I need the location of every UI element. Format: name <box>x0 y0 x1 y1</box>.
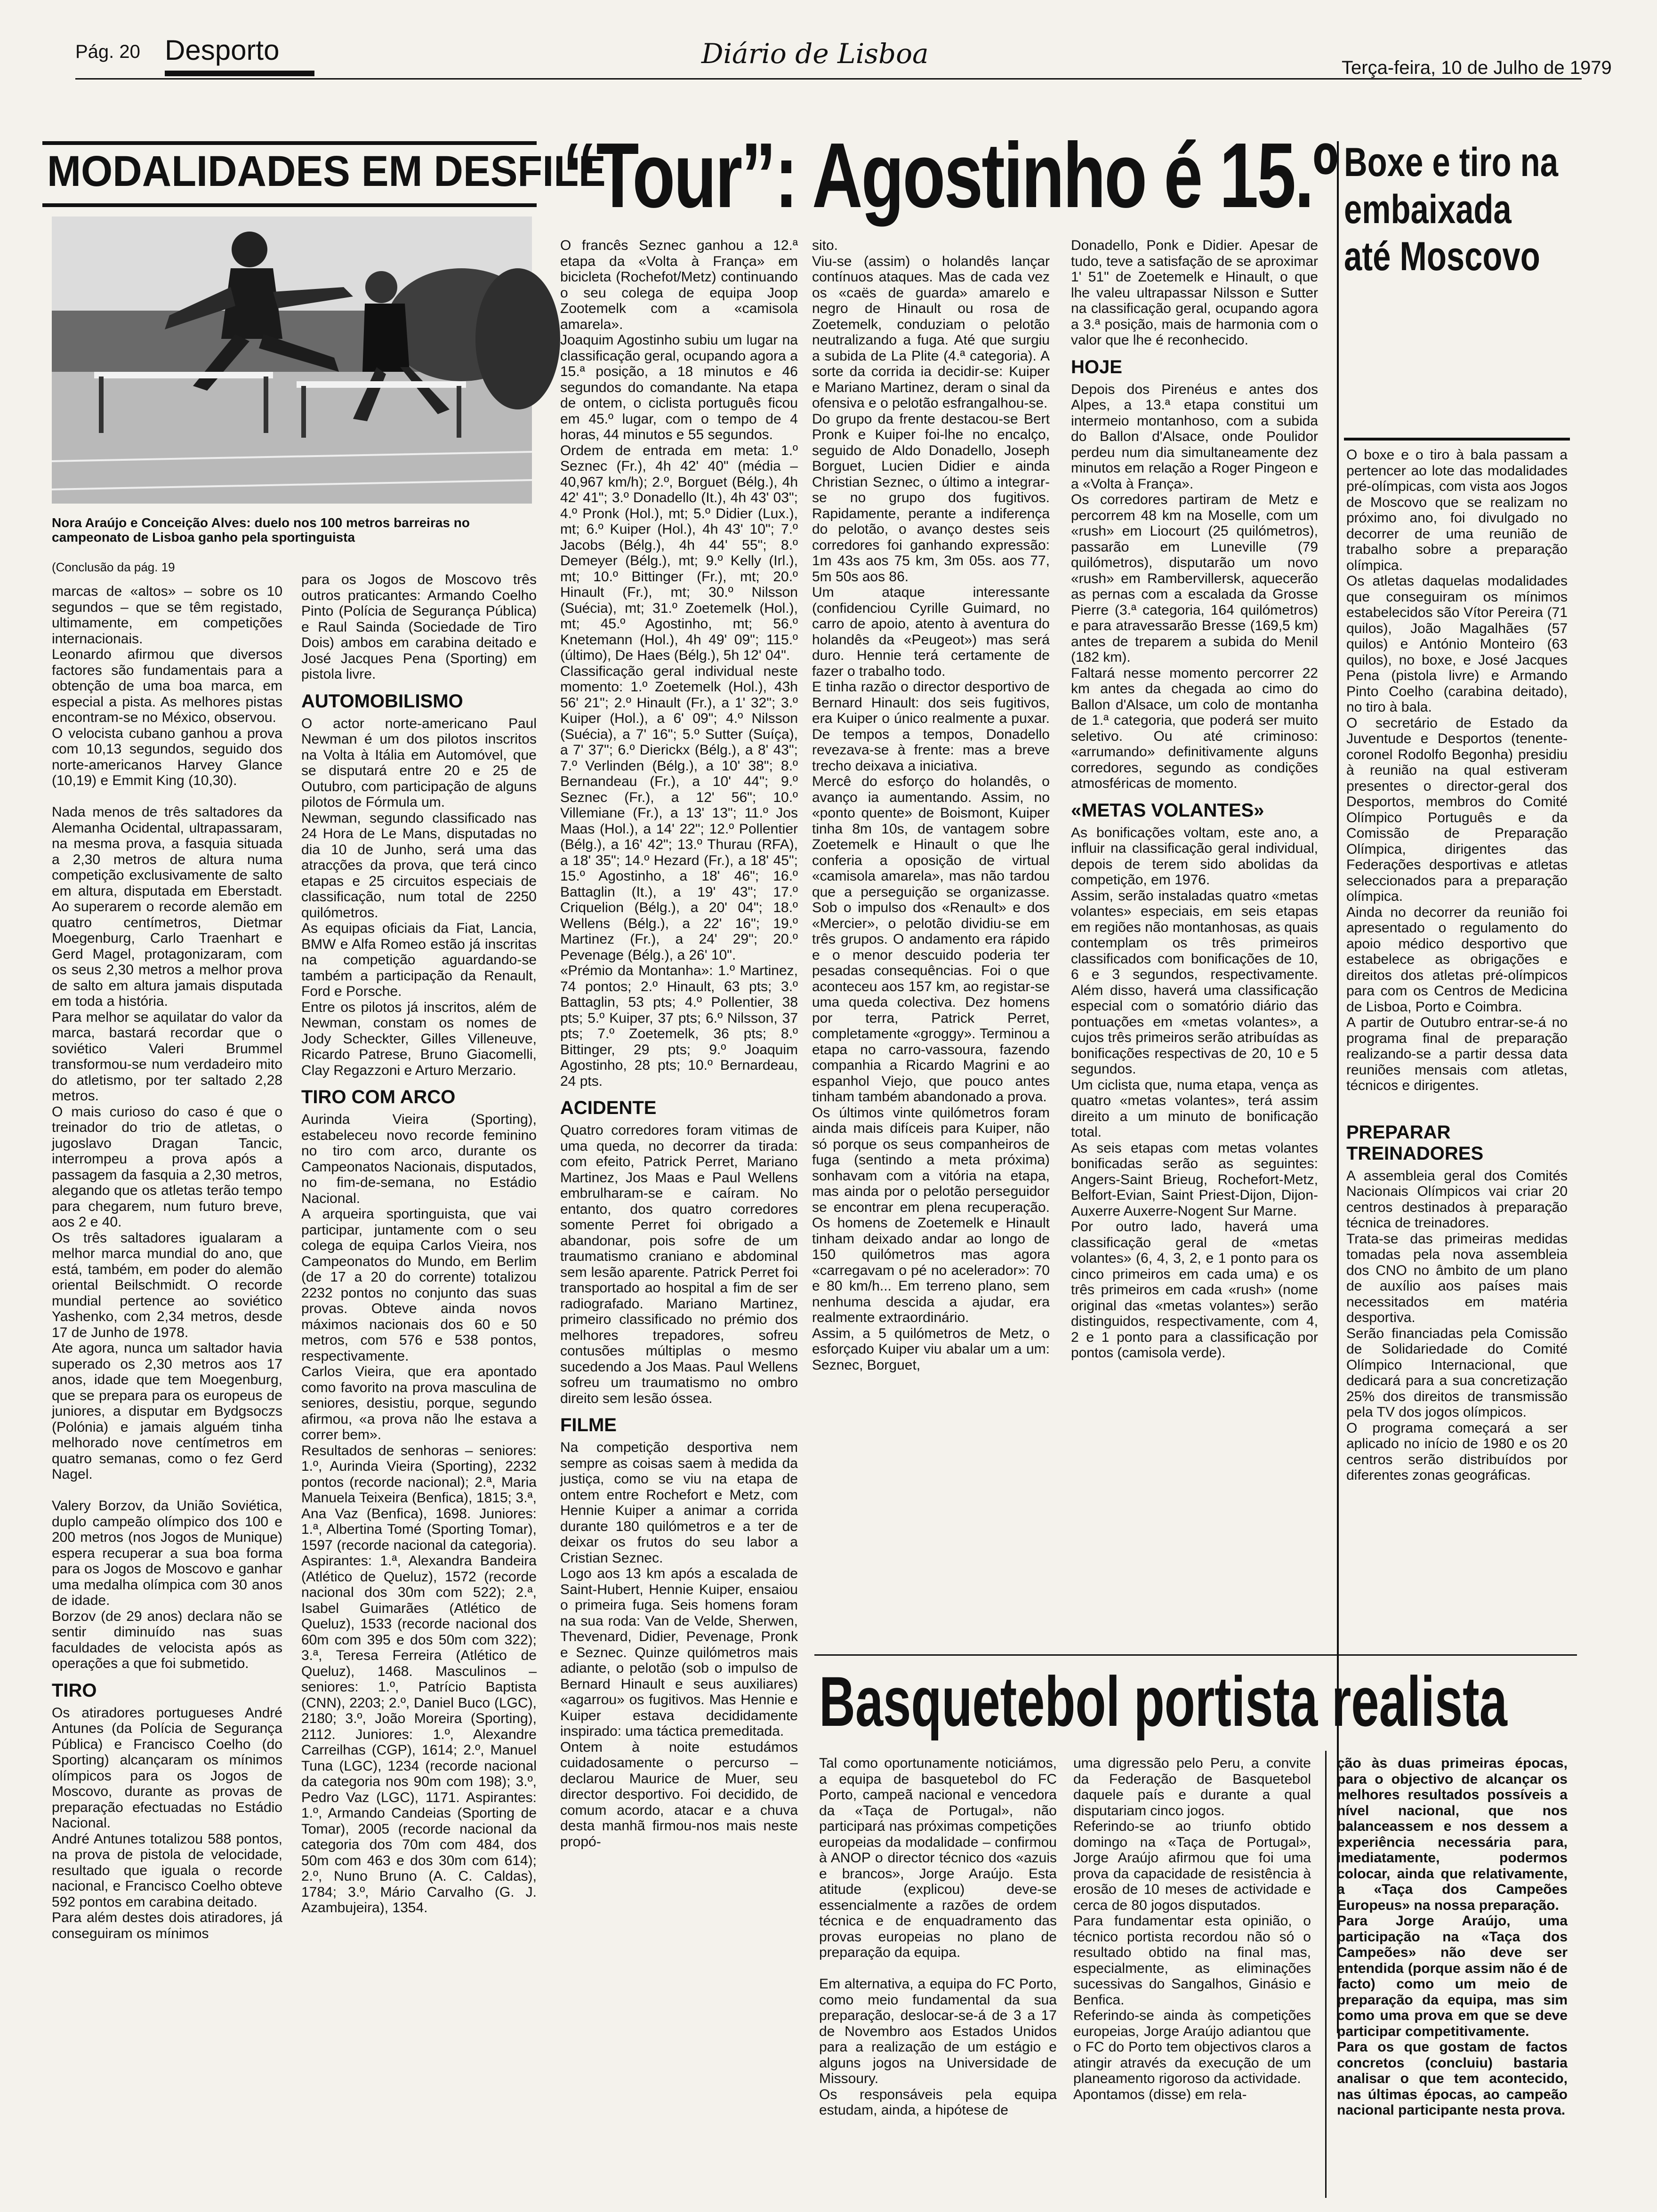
photo-caption: Nora Araújo e Conceição Alves: duelo nos 100 metros barreiras no campeonato de Lisboa ganho pela sportinguista <box>52 515 470 545</box>
basket-top-rule <box>814 1654 1577 1656</box>
hurdles-photo <box>52 216 532 504</box>
modalidades-col2b-text: O actor norte-americano Paul Newman é um dos pilotos inscritos na Volta à Itália em Automóvel, que se disputará entre 20 e 25 de Outubro, com participação de alguns pilotos de Fórmula um. Newman, segundo classificado nas 24 Hora de Le Mans, disputadas no dia 10 de Junho, será uma das atracções da prova, que terá cinco etapas e 25 circuitos especiais de classificação, num total de 2250 quilómetros. As equipas oficiais da Fiat, Lancia, BMW e Alfa Romeo estão já inscritas na competição aguardando-se também a participação da Renault, Ford e Porsche. Entre os pilotos já inscritos, além de Newman, constam os nomes de Jody Scheckter, Gilles Villeneuve, Ricardo Patrese, Bruno Giacomelli, Clay Regazzoni e Arturo Merzario. <box>301 715 537 1078</box>
boxe-body2: A assembleia geral dos Comités Nacionais Olímpicos vai criar 20 centros destinados à preparação técnica de treinadores. Trata-se das primeiras medidas tomadas pela nova assembleia dos CNO no âmbito de um plano de auxílio aos países mais necessitados em matéria desportiva. Serão financiadas pela Comissão de Solidariedade do Comité Olímpico Internacional, que dedicará para a sua concretização 25% dos direitos de transmissão pela TV dos jogos olímpicos. O programa começará a ser aplicado no início de 1980 e os 20 centros serão distribuídos por diferentes zonas geográficas. <box>1346 1168 1568 1483</box>
modalidades-title-box <box>47 147 606 201</box>
basket-col2-text: uma digressão pelo Peru, a convite da Federação de Basquetebol daquele país e durante a qual disputariam cinco jogos. Referindo-se ao triunfo obtido domingo na «Taça de Portugal», Jorge Araújo afirmou que foi uma prova da capacidade de resistência à erosão de 10 meses de actividade e cerca de 80 jogos disputados. Para fundamentar esta opinião, o técnico portista recordou não só o resultado obtido na final mas, especialmente, as eliminações sucessivas do Sangalhos, Ginásio e Benfica. Referindo-se ainda às competições europeias, Jorge Araújo adiantou que o FC do Porto tem objectivos claros a atingir através da execução de um planeamento rigoroso da actividade. Apontamos (disse) em rela- <box>1073 1755 1311 2102</box>
modalidades-col1-text: marcas de «altos» – sobre os 10 segundos – que se têm registado, ultimamente, em competições internacionais. Leonardo afirmou que diversos factores são fundamentais para a obtenção de uma boa marca, em especial a pista. As melhores pistas encontram-se no México, observou. O velocista cubano ganhou a prova com 10,13 segundos, seguido dos norte-americanos Harvey Glance (10,19) e Emmit King (10,30). Nada menos de três saltadores da Alemanha Ocidental, ultrapassaram, na mesma prova, a fasquia situada a 2,30 metros de altura numa competição exclusivamente de salto em altura, disputada em Eberstadt. Ao superarem o recorde alemão em quatro centímetros, Dietmar Moegenburg, Carlo Traenhart e Gerd Magel, protagonizaram, com os seus 2,30 metros a melhor prova de salto em altura jamais disputada em toda a história. Para melhor se aquilatar do valor da marca, bastará recordar que o soviético Valeri Brummel transformou-se num verdadeiro mito do atletismo, por ter saltado 2,28 metros. O mais curioso do caso é que o treinador do trio de atletas, o jugoslavo Dragan Tancic, interrompeu a prova após a passagem da fasquia a 2,30 metros, alegando que os atletas terão tempo para chegarem, num futuro breve, aos 2 e 40. Os três saltadores igualaram a melhor marca mundial do ano, que está, também, em poder do alemão oriental Beilschmidt. O recorde mundial pertence ao soviético Yashenko, com 2,34 metros, desde 17 de Junho de 1978. Ate agora, nunca um saltador havia superado os 2,30 metros aos 17 anos, idade que tem Moegenburg, que se prepara para os europeus de juniores, a disputar em Bydgsoczs (Polónia) e jamais alguém tinha melhorado nove centímetros em quatro semanas, como o fez Gerd Nagel. Valery Borzov, da União Soviética, duplo campeão olímpico dos 100 e 200 metros (nos Jogos de Munique) espera recuperar a sua boa forma para os Jogos de Moscovo e ganhar uma medalha olímpica com 30 anos de idade. Borzov (de 29 anos) declara não se sentir diminuído nas suas faculdades de velocista após as operações a que foi submetido. <box>52 584 282 1671</box>
modalidades-top-rule <box>42 141 537 145</box>
modalidades-title: MODALIDADES EM DESFILE <box>47 147 606 195</box>
boxe-title: Boxe e tiro na embaixada até Moscovo <box>1344 140 1558 279</box>
modalidades-sub-tiro-com-arco: TIRO COM ARCO <box>301 1087 456 1107</box>
basket-headline: Basquetebol portista realista <box>819 1662 1507 1741</box>
tour-headline: “Tour”: Agostinho é 15.º <box>563 124 1337 227</box>
modalidades-col2c-text: Aurinda Vieira (Sporting), estabeleceu novo recorde feminino no tiro com arco, durante os Campeonatos Nacionais, disputados, no fim-de-semana, no Estádio Nacional. A arqueira sportinguista, que vai participar, juntamente com o seu colega de equipa Carlos Vieira, nos Campeonatos do Mundo, em Berlim (de 17 a 20 do corrente) totalizou 2232 pontos no conjunto das suas provas. Obteve ainda novos máximos nacionais dos 60 e 50 metros, com 576 e 538 pontos, respectivamente. Carlos Vieira, que era apontado como favorito na prova masculina de seniores, desistiu, porque, segundo afirmou, «a prova não lhe estava a correr bem». Resultados de senhoras – seniores: 1.º, Aurinda Vieira (Sporting), 2232 pontos (recorde nacional); 2.ª, Maria Manuela Teixeira (Benfica), 1815; 3.ª, Ana Vaz (Benfica), 1698. Juniores: 1.ª, Albertina Tomé (Sporting Tomar), 1597 (recorde nacional da categoria). Aspirantes: 1.ª, Alexandra Bandeira (Atlético de Queluz), 1572 (recorde nacional dos 30m com 522); 2.ª, Isabel Guimarães (Atlético de Queluz), 1533 (recorde nacional dos 60m com 395 e dos 50m com 322); 3.ª, Teresa Ferreira (Atlético de Queluz), 1468. Masculinos – seniores: 1.º, Patrício Baptista (CNN), 2203; 2.º, Daniel Buco (LGC), 2180; 3.º, João Moreira (Sporting), 2112. Juniores: 1.º, Alexandre Carreilhas (CGP), 1614; 2.º, Manuel Tuna (LGC), 1234 (recorde nacional da categoria nos 90m com 198); 3.º, Pedro Vaz (LGC), 1171. Aspirantes: 1.º, Armando Candeias (Sporting de Tomar), 2005 (recorde nacional da categoria dos 70m com 484, dos 50m com 463 e dos 30m com 614); 2.º, Nuno Bruno (A. C. Caldas), 1784; 3.º, Mário Carvalho (G. J. Azambujeira), 1354. <box>301 1112 537 1915</box>
tour-sub-metas-volantes: «METAS VOLANTES» <box>1071 800 1264 821</box>
tour-headline-box <box>563 124 1337 227</box>
masthead: Diário de Lisboa <box>701 38 929 70</box>
tour-col2-text: sito. Viu-se (assim) o holandês lançar contínuos ataques. Mas de cada vez os «caës de guarda» amarelo e negro de Hinault ou rosa de Zoetemelk, conduziam o pelotão neutralizando a fuga. Até que surgiu a subida de La Plite (4.ª categoria). A sorte da corrida ia decidir-se: Kuiper e Mariano Martinez, deram o sinal da ofensiva e o pelotão esfrangalhou-se. Do grupo da frente destacou-se Bert Pronk e Kuiper foi-lhe no encalço, seguido de Aldo Donadello, Joseph Borguet, Lucien Didier e ainda Christian Seznec, o último a integrar-se no grupo dos fugitivos. Rapidamente, perante a indiferença do pelotão, o avanço destes seis corredores foi ganhando expressão: 1m 43s aos 75 km, 3m 05s. aos 77, 5m 50s aos 86. Um ataque interessante (confidenciou Cyrille Guimard, no carro de apoio, atento à aventura do holandês da «Peugeot») mas será duro. Hennie terá certamente de fazer o trabalho todo. E tinha razão o director desportivo de Bernard Hinault: dos seis fugitivos, era Kuiper o único realmente a puxar. De tempos a tempos, Donadello revezava-se à frente: mas a breve trecho deixava a iniciativa. Mercê do esforço do holandês, o avanço ia aumentando. Assim, no «ponto quente» de Boismont, Kuiper tinha 8m 10s, de vantagem sobre Zoetemelk e Hinault o que lhe conferia a oposição de virtual «camisola amarela», mas não tardou que a perseguição se organizasse. Sob o impulso dos «Renault» e dos «Mercier», o pelotão dividiu-se em três grupos. O andamento era rápido e o menor descuido poderia ter pesadas consequências. Foi o que aconteceu aos 157 km, ao registar-se uma queda colectiva. Dez homens por terra, Patrick Perret, completamente «groggy». Terminou a etapa no carro-vassoura, fazendo companhia a Ricardo Magrini e ao espanhol Viejo, que pouco antes tinham também abandonado a prova. Os últimos vinte quilómetros foram ainda mais difíceis para Kuiper, não só porque os seus companheiros de fuga (sentindo a meta próxima) sonhavam com a vitória na etapa, mas ainda por o pelotão perseguidor se encontrar em plena recuperação. Os homens de Zoetemelk e Hinault tinham deixado andar ao longo de 150 quilómetros mas agora «carregavam o pé no acelerador»: 70 e 80 km/h... Em terreno plano, sem nenhuma descida a ajudar, era realmente extraordinário. Assim, a 5 quilómetros de Metz, o esforçado Kuiper viu abalar um a um: Seznec, Borguet, <box>812 238 1050 1373</box>
basket-col1-text: Tal como oportunamente noticiámos, a equipa de basquetebol do FC Porto, campeã nacional e vencedora da «Taça de Portugal», não participará nas próximas competições europeias da modalidade – confirmou à ANOP o director técnico dos «azuis e brancos», Jorge Araújo. Esta atitude (explicou) deve-se essencialmente a razões de ordem técnica e de enquadramento das provas europeias no plano de preparação da equipa. Em alternativa, a equipa do FC Porto, como meio fundamental da sua preparação, deslocar-se-á de 3 a 17 de Novembro aos Estados Unidos para a realização de um estágio e alguns jogos na Universidade de Missoury. Os responsáveis pela equipa estudam, ainda, a hipótese de <box>819 1755 1057 2118</box>
section-bar <box>165 71 314 76</box>
basket-headline-box <box>819 1662 1572 1755</box>
boxe-title-box <box>1344 139 1570 435</box>
tour-col3b-text: Depois dos Pirenéus e antes dos Alpes, a 13.ª etapa constitui um intermeio montanhoso, com a subida do Ballon d'Alsace, onde Poulidor perdeu num dia simultaneamente dez minutos em relação a Roger Pingeon e a «Volta à França». Os corredores partiram de Metz e percorrem 48 km na Moselle, com um «rush» em Liocourt (25 quilómetros), passarão em Luneville (79 quilómetros), disputarão um novo «rush» em Rambervillersk, aquecerão as pernas com a escalada da Grosse Pierre (3.ª categoria, 164 quilómetros) e para atravessarão Bresse (169,5 km) antes de treparem a subida do Menil (182 km). Faltará nesse momento percorrer 22 km antes da chegada ao cimo do Ballon d'Alsace, um colo de montanha de 1.ª categoria, que poderá ser muito seletivo. Ou até criminoso: «arrumando» definitivamente alguns corredores, segundo as condições atmosféricas de momento. <box>1071 381 1318 791</box>
basket-column-3 <box>1337 1755 1568 2198</box>
boxe-body: O boxe e o tiro à bala passam a pertencer ao lote das modalidades pré-olímpicas, com vista aos Jogos de Moscovo que se realizam no próximo ano, foi divulgado no decorrer de uma reunião de trabalho sobre a preparação olímpica. Os atletas daquelas modalidades que conseguiram os mínimos estabelecidos são Vítor Pereira (71 quilos), João Magalhães (57 quilos) e António Monteiro (63 quilos), no boxe, e José Jacques Pena (pistola livre) e Armando Pinto Coelho (carabina deitado), no tiro à bala. O secretário de Estado da Juventude e Desportos (tenente-coronel Rodolfo Begonha) presidiu à reunião na qual estiveram presentes o director-geral dos Desportos, membros do Comité Olímpico Português e da Comissão de Preparação Olímpica, dirigentes das Federações desportivas e atletas seleccionados para a preparação olímpica. Ainda no decorrer da reunião foi apresentado o regulamento do apoio médico desportivo que estabelece as obrigações e direitos dos atletas pré-olímpicos para com os Centros de Medicina de Lisboa, Porto e Coimbra. A partir de Outubro entrar-se-á no programa final de preparação realizando-se a partir dessa data reuniões mensais com atletas, técnicos e dirigentes. <box>1346 447 1568 1093</box>
boxe-sub-preparar-treinadores: PREPARAR TREINADORES <box>1346 1122 1484 1164</box>
tour-column-1 <box>560 238 798 2198</box>
modalidades-column-2 <box>301 572 537 2198</box>
tour-col1-text: O francês Seznec ganhou a 12.ª etapa da «Volta à França» em bicicleta (Rochefot/Metz) continuando o seu colega de equipa Joop Zootemelk com a «camisola amarela». Joaquim Agostinho subiu um lugar na classificação geral, ocupando agora a 15.ª posição, a 18 minutos e 46 segundos do comandante. Na etapa de ontem, o ciclista português ficou em 45.º lugar, com o tempo de 4 horas, 44 minutos e 55 segundos. Ordem de entrada em meta: 1.º Seznec (Fr.), 4h 42' 40" (média – 40,967 km/h); 2.º, Borguet (Bélg.), 4h 42' 41"; 3.º Donadello (It.), 4h 43' 03"; 4.º Pronk (Hol.), mt; 5.º Didier (Lux.), mt; 6.º Kuiper (Hol.), 4h 43' 10"; 7.º Jacobs (Bélg.), 4h 44' 55"; 8.º Demeyer (Bélg.), mt; 9.º Kelly (Irl.), mt; 10.º Bittinger (Fr.), mt; 20.º Hinault (Fr.), mt; 30.º Nilsson (Suécia), mt; 31.º Zoetemelk (Hol.), mt; 45.º Agostinho, mt; 56.º Knetemann (Hol.), 4h 49' 09"; 115.º (último), De Haes (Bélg.), 5h 12' 04". Classificação geral individual neste momento: 1.º Zoetemelk (Hol.), 43h 56' 21"; 2.º Hinault (Fr.), a 1' 32"; 3.º Kuiper (Hol.), a 6' 09"; 4.º Nilsson (Suécia), a 7' 16"; 5.º Sutter (Suíça), a 7' 37"; 6.º Dierickx (Bélg.), a 8' 43"; 7.º Verlinden (Bélg.), a 10' 38"; 8.º Bernandeau (Fr.), a 10' 44"; 9.º Seznec (Fr.), a 12' 56"; 10.º Villemiane (Fr.), a 13' 13"; 11.º Jos Maas (Hol.), a 14' 22"; 12.º Pollentier (Bélg.), a 16' 42"; 13.º Thurau (RFA), a 18' 35"; 14.º Hezard (Fr.), a 18' 45"; 15.º Agostinho, a 18' 46"; 16.º Battaglin (It.), a 19' 43"; 17.º Criquelion (Bélg.), a 20' 04"; 18.º Wellens (Bélg.), a 22' 16"; 19.º Martinez (Fr.), a 24' 29"; 20.º Pevenage (Bélg.), a 26' 10". «Prémio da Montanha»: 1.º Martinez, 74 pontos; 2.º Hinault, 63 pts; 3.º Battaglin, 53 pts; 4.º Pollentier, 38 pts; 5.º Kuiper, 37 pts; 6.º Nilsson, 37 pts; 7.º Zoetemelk, 36 pts; 8.º Bittinger, 29 pts; 9.º Joaquim Agostinho, 28 pts; 10.º Bernardeau, 24 pts. <box>560 238 798 1089</box>
basket-column-1 <box>819 1755 1057 2198</box>
tour-column-3 <box>1071 238 1318 1650</box>
tour-col1b-text: Quatro corredores foram vitimas de uma queda, no decorrer da tirada: com efeito, Patrick Perret, Mariano Martinez, Jos Maas e Paul Wellens embrulharam-se e caíram. No entanto, dos quatro corredores somente Perret foi obrigado a abandonar, pois sofre de um traumatismo craniano e abdominal sem lesão aparente. Patrick Perret foi transportado ao hospital a fim de ser radiografado. Mariano Martinez, primeiro classificado no prémio dos melhores trepadores, sofreu contusões múltiplas o mesmo sucedendo a Jos Maas. Paul Wellens sofreu um traumatismo no ombro direito sem lesão óssea. <box>560 1122 798 1406</box>
modalidades-column-1 <box>52 584 282 2198</box>
basket-column-rule <box>1325 1751 1327 2198</box>
tour-sub-hoje: HOJE <box>1071 356 1122 377</box>
tour-sub-acidente: ACIDENTE <box>560 1098 657 1118</box>
tour-col3a-text: Donadello, Ponk e Didier. Apesar de tudo, teve a satisfação de se aproximar 1' 51" de Zoetemelk e Hinault, o que lhe valeu ultrapassar Nilsson e Sutter na classificação geral, ocupando agora a 3.ª posição, mais de harmonia com o valor que lhe é reconhecido. <box>1071 238 1318 348</box>
tour-col1c-text: Na competição desportiva nem sempre as coisas saem à medida da justiça, como se viu na etapa de ontem entre Rochefort e Metz, com Hennie Kuiper a animar a corrida durante 180 quilómetros e a ter de deixar os frutos do seu labor a Cristian Seznec. Logo aos 13 km após a escalada de Saint-Hubert, Hennie Kuiper, ensaiou o primeira fuga. Seis homens foram na sua roda: Van de Velde, Sherwen, Thevenard, Didier, Pevenage, Pronk e Seznec. Quinze quilómetros mais adiante, o pelotão (sob o impulso de Bernard Hinault e seus auxiliares) «agarrou» os fugitivos. Mas Hennie e Kuiper estava decididamente inspirado: uma táctica premeditada. Ontem à noite estudámos cuidadosamente o percurso – declarou Maurice de Muer, seu director desportivo. Foi decidido, de comum acordo, atacar e a chuva desta manhã firmou-nos mais neste propó- <box>560 1440 798 1850</box>
basket-column-2 <box>1073 1755 1311 2198</box>
tour-col3c-text: As bonificações voltam, este ano, a influir na classificação geral individual, depois de terem sido abolidas da competição, em 1976. Assim, serão instaladas quatro «metas volantes» especiais, em seis etapas em regiões não montanhosas, as quais contemplam os três primeiros classificados com bonificações de 10, 6 e 3 segundos, respectivamente. Além disso, haverá uma classificação especial com o somatório diário das pontuações em «metas volantes», a cujos três primeiros serão atribuídas as bonificações respectivas de 20, 10 e 5 segundos. Um ciclista que, numa etapa, vença as quatro «metas volantes», terá assim direito a um minuto de bonificação total. As seis etapas com metas volantes bonificadas serão as seguintes: Angers-Saint Brieug, Rochefort-Metz, Belfort-Evian, Saint Priest-Dijon, Dijon-Auxerre Auxerre-Nogent Sur Marne. Por outro lado, haverá uma classificação geral de «metas volantes» (6, 4, 3, 2, e 1 ponto para os cinco primeiros em cada uma) e os três primeiros em cada «rush» (nome original das «metas volantes») serão distinguidos, respectivamente, com 4, 2 e 1 ponto para a classificação por pontos (camisola verde). <box>1071 825 1318 1361</box>
hurdles-photo-drawing <box>52 216 532 504</box>
page-number: Pág. 20 <box>75 41 140 62</box>
issue-date: Terça-feira, 10 de Julho de 1979 <box>1342 57 1612 78</box>
tour-column-2 <box>812 238 1050 1673</box>
tour-sub-filme: FILME <box>560 1415 617 1435</box>
modalidades-sub-tiro: TIRO <box>52 1680 97 1701</box>
boxe-title-rule <box>1344 438 1570 441</box>
header-rule <box>75 78 1582 80</box>
continuation-note: (Conclusão da pág. 19 <box>52 560 175 574</box>
modalidades-sub-automobilismo: AUTOMOBILISMO <box>301 690 463 712</box>
modalidades-bottom-rule <box>42 203 537 207</box>
modalidades-col1b-text: Os atiradores portugueses André Antunes (da Polícia de Segurança Pública) e Francisco Coelho (do Sporting) alcançaram os mínimos olímpicos para os Jogos de Moscovo, durante as provas de preparação efectuadas no Estádio Nacional. André Antunes totalizou 588 pontos, na prova de pistola de velocidade, resultado que iguala o recorde nacional, e Francisco Coelho obteve 592 pontos em carabina deitado. Para além destes dois atiradores, já conseguiram os mínimos <box>52 1705 282 1941</box>
basket-col3-text: ção às duas primeiras épocas, para o objectivo de alcançar os melhores resultados possíveis a nível nacional, que nos balanceassem e nos dessem a experiência necessária para, imediatamente, podermos colocar, ainda que relativamente, a «Taça dos Campeões Europeus» na nossa preparação. Para Jorge Araújo, uma participação na «Taça dos Campeões» não deve ser entendida (porque assim não é de facto) como um meio de preparação da equipa, mas sim como uma prova em que se deve participar competitivamente. Para os que gostam de factos concretos (concluiu) bastaria analisar o que tem acontecido, nas últimas épocas, ao campeão nacional participante nesta prova. <box>1337 1755 1568 2118</box>
modalidades-col2a-text: para os Jogos de Moscovo três outros praticantes: Armando Coelho Pinto (Polícia de Segurança Pública) e Raul Sainda (Sociedade de Tiro Dois) ambos em carabina deitado e José Jacques Pena (Sporting) em pistola livre. <box>301 572 537 682</box>
section-title: Desporto <box>165 34 280 66</box>
